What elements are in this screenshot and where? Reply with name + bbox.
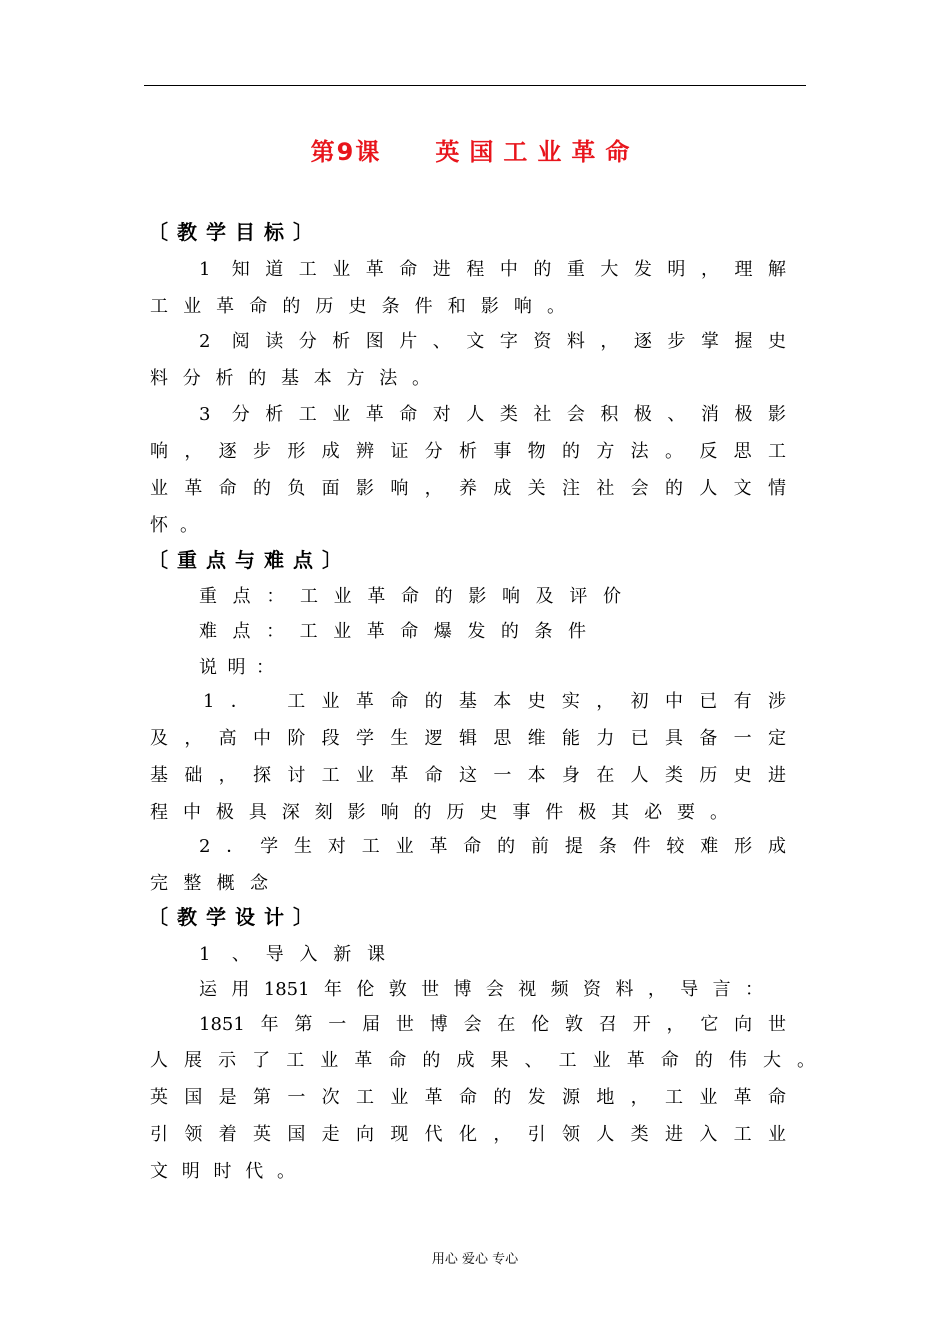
section-heading-key-points: 〔重点与难点〕 [148,548,351,572]
paragraph-line: 基础，探讨工业革命这一本身在人类历史进 [150,765,786,786]
paragraph-line: 响，逐步形成辨证分析事物的方法。反思工 [150,441,786,462]
key-point-line: 重点：工业革命的影响及评价 [199,586,621,607]
paragraph-line: 料分析的基本方法。 [150,368,430,389]
lesson-name: 英国工业革命 [435,138,640,166]
paragraph-line: 工业革命的历史条件和影响。 [150,296,565,317]
paragraph-line: 1 知道工业革命进程中的重大发明，理解 [199,259,786,280]
paragraph-line: 引领着英国走向现代化，引领人类进入工业 [150,1124,786,1145]
paragraph-line: 程中极具深刻影响的历史事件极其必要。 [150,802,728,823]
paragraph-line: 2．学生对工业革命的前提条件较难形成 [199,836,786,857]
difficulty-line: 难点：工业革命爆发的条件 [199,621,586,642]
paragraph-line: 怀。 [150,515,198,536]
page-footer: 用心 爱心 专心 [431,1252,519,1267]
section-heading-design: 〔教学设计〕 [148,905,322,929]
header-rule [144,85,806,86]
paragraph-line: 3 分析工业革命对人类社会积极、消极影 [199,404,786,425]
note-label: 说明： [199,657,274,678]
paragraph-line: 运用1851年伦敦世博会视频资料，导言： [199,979,763,1000]
paragraph-line: 及，高中阶段学生逻辑思维能力已具备一定 [150,728,786,749]
section-heading-objectives: 〔教学目标〕 [148,220,322,244]
paragraph-line: 1． 工业革命的基本史实，初中已有涉 [203,691,786,712]
page-title [0,132,950,167]
subheading-line: 1 、导入新课 [199,944,385,965]
paragraph-line: 2 阅读分析图片、文字资料，逐步掌握史 [199,331,786,352]
paragraph-line: 英国是第一次工业革命的发源地，工业革命 [150,1087,786,1108]
paragraph-line: 文明时代。 [150,1161,295,1182]
lesson-number: 第9课 [310,138,382,166]
paragraph-line: 业革命的负面影响，养成关注社会的人文情 [150,478,786,499]
paragraph-line: 人展示了工业革命的成果、工业革命的伟大。 [150,1050,815,1071]
paragraph-line: 完整概念 [150,873,268,894]
paragraph-line: 1851年第一届世博会在伦敦召开，它向世 [199,1014,786,1035]
